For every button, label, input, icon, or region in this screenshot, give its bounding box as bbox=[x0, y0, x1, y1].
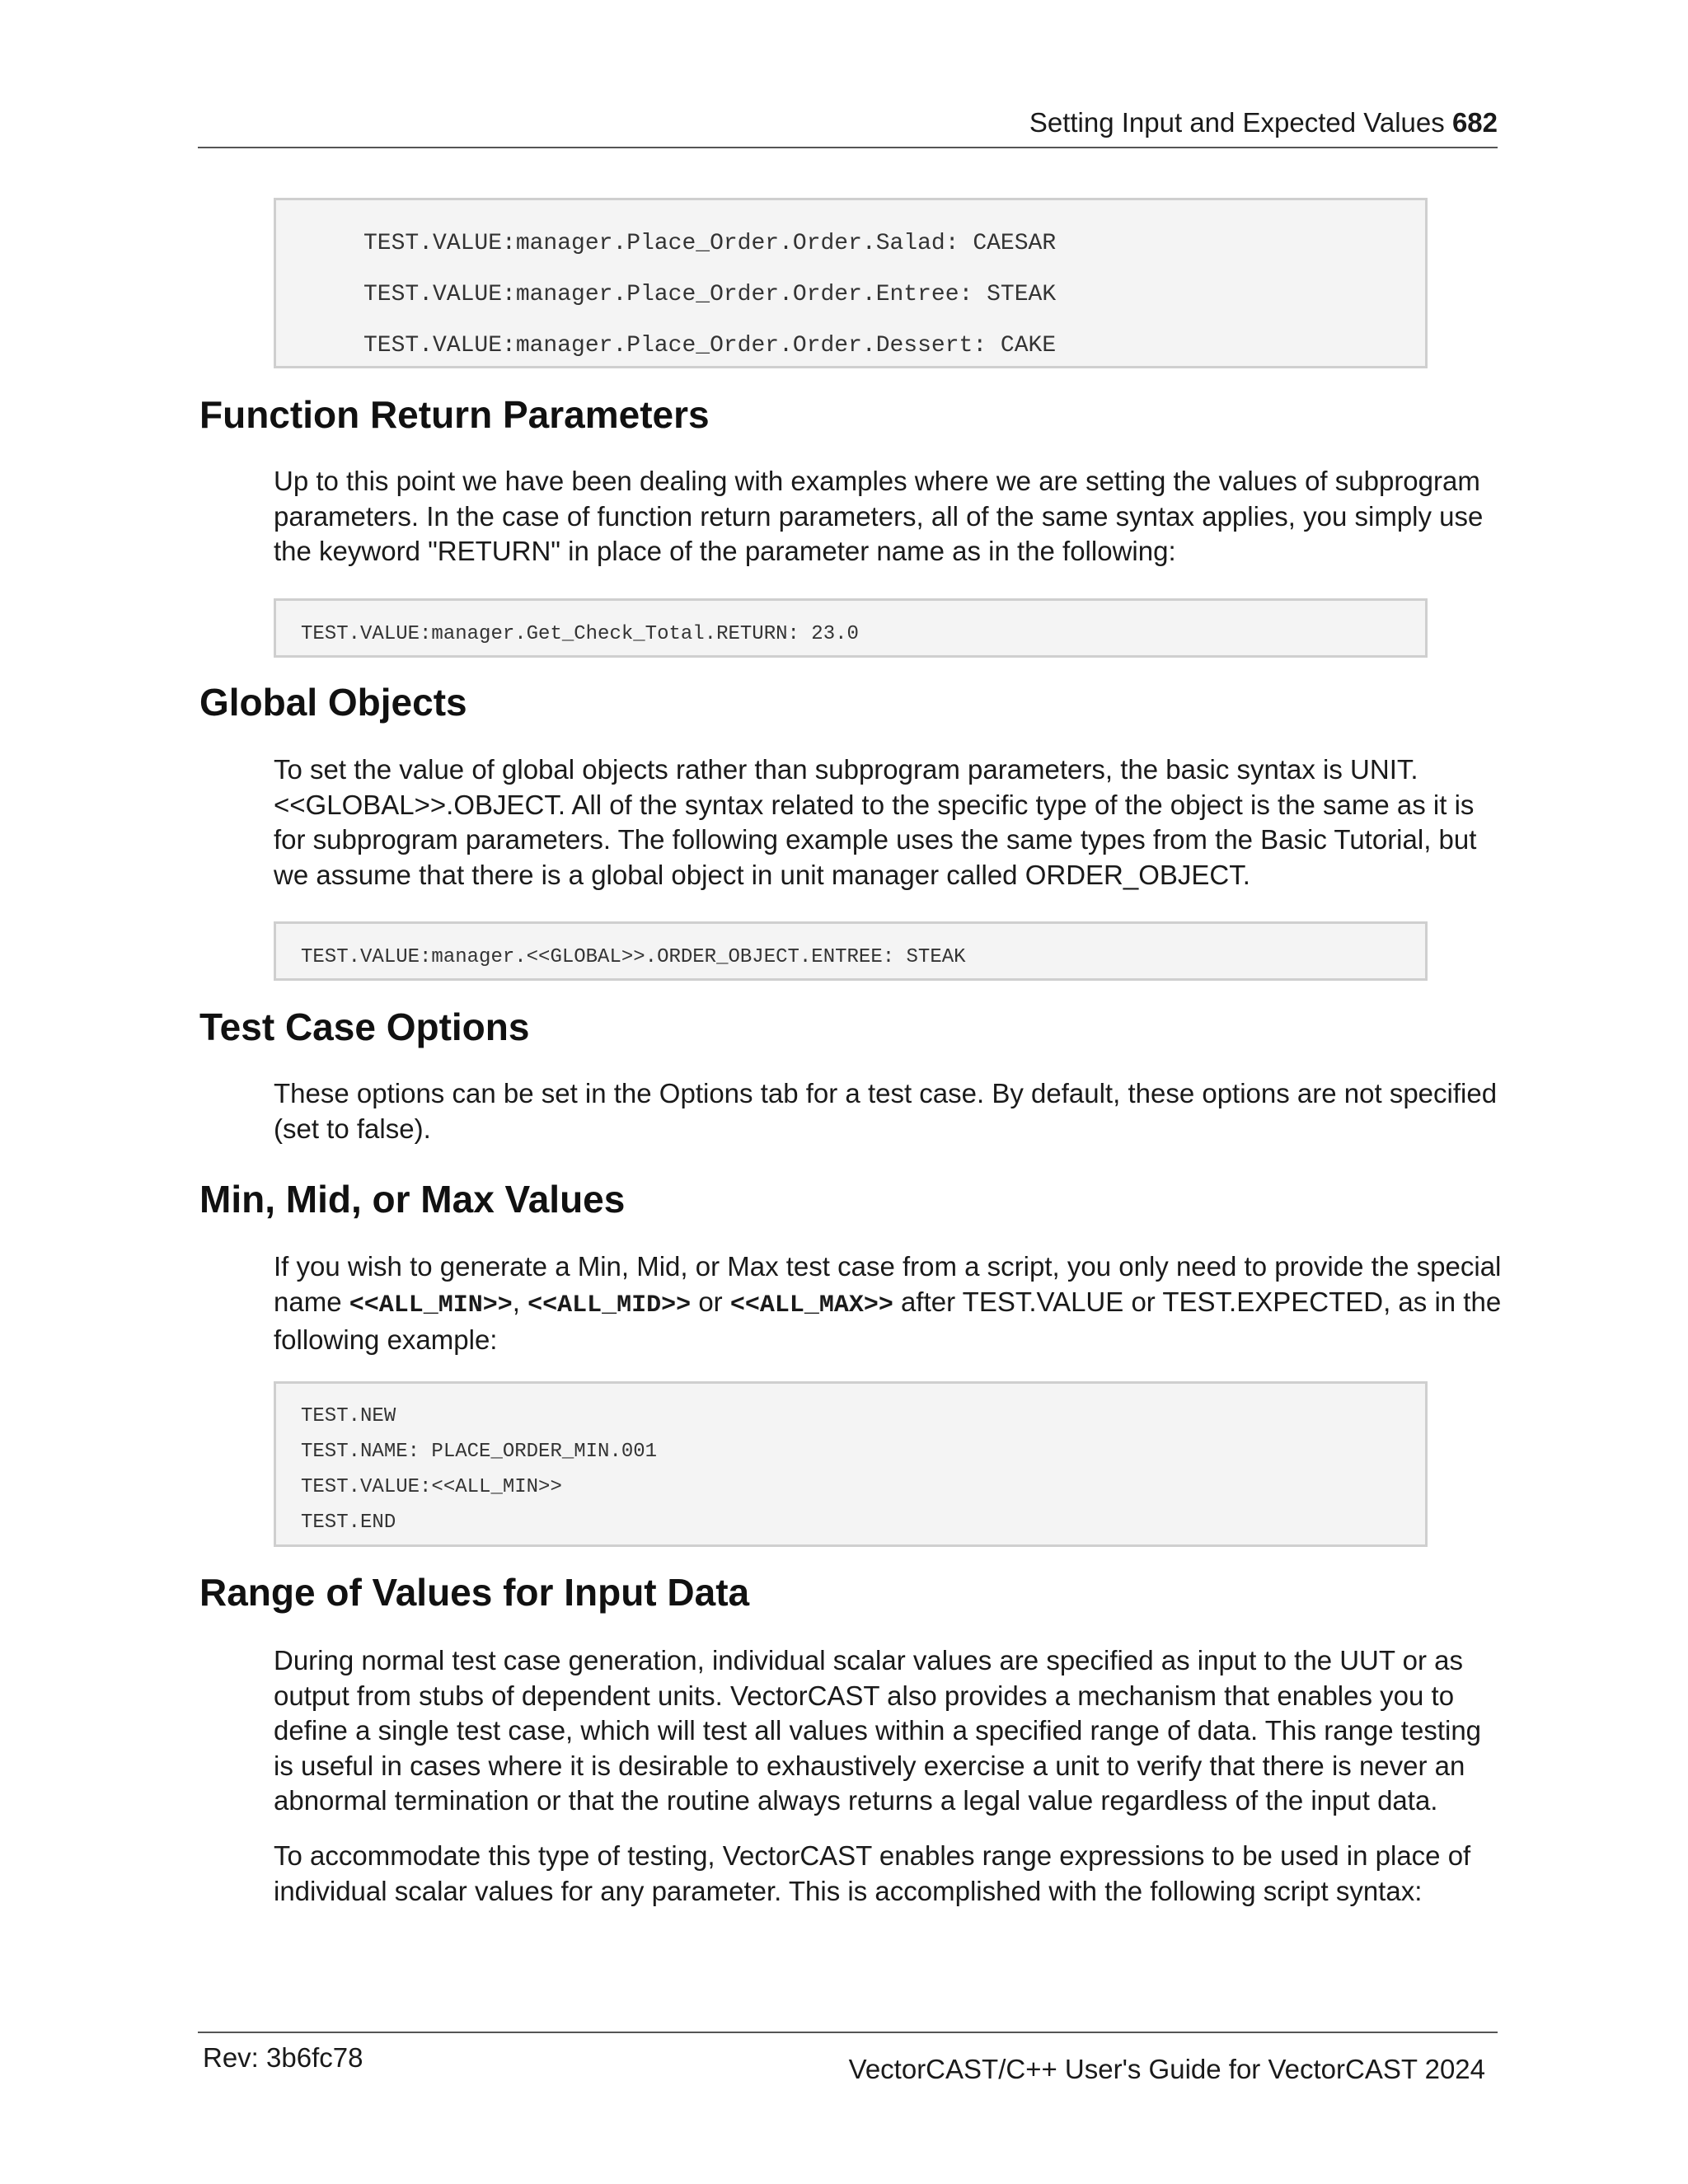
code-line: TEST.VALUE:manager.Get_Check_Total.RETURN: 23.0 bbox=[301, 623, 859, 645]
header-page-number: 682 bbox=[1451, 107, 1498, 138]
heading-range-of-values: Range of Values for Input Data bbox=[199, 1571, 750, 1614]
code-block-return bbox=[274, 598, 1428, 658]
code-line: TEST.NEW bbox=[301, 1405, 396, 1427]
keyword-all-max: <<ALL_MAX>> bbox=[729, 1291, 893, 1319]
code-line: TEST.NAME: PLACE_ORDER_MIN.001 bbox=[301, 1441, 658, 1463]
running-header bbox=[198, 105, 1498, 148]
paragraph-function-return: Up to this point we have been dealing with examples where we are setting the values of subprogram parameters. In the case of function return parameters, all of the same syntax applies, you simply use the keyword "RETURN" in place of the parameter name as in the following: bbox=[274, 466, 1484, 566]
footer-rule bbox=[198, 2032, 1498, 2033]
footer-guide-title: VectorCAST/C++ User's Guide for VectorCAST 2024 bbox=[848, 2054, 1485, 2084]
text-run: after TEST.VALUE or TEST.EXPECTED, as in the following example: bbox=[274, 1286, 1502, 1355]
paragraph-range-1: During normal test case generation, individual scalar values are specified as input to the UUT or as output from stubs of dependent units. VectorCAST also provides a mechanism that enables you to define a single test case, which will test all values within a specified range of data. This range testing is useful in cases where it is desirable to exhaustively exercise a unit to verify that there is never an abnormal termination or that the routine always returns a legal value regardless of the input data. bbox=[274, 1645, 1482, 1816]
code-block-global bbox=[274, 921, 1428, 981]
heading-function-return-parameters: Function Return Parameters bbox=[199, 393, 710, 436]
code-line: TEST.VALUE:manager.Place_Order.Order.Entree: STEAK bbox=[363, 282, 1057, 307]
paragraph-global-objects: To set the value of global objects rather than subprogram parameters, the basic syntax is UNIT.<<GLOBAL>>.OBJECT. All of the syntax related to the specific type of the object is the same as it is for subprogram parameters. The following example uses the same types from the Basic Tutorial, but we assume that there is a global object in unit manager called ORDER_OBJECT. bbox=[274, 754, 1477, 890]
code-line: TEST.VALUE:<<ALL_MIN>> bbox=[301, 1476, 562, 1498]
code-line: TEST.VALUE:manager.Place_Order.Order.Salad: CAESAR bbox=[363, 231, 1057, 256]
code-block-order-values bbox=[274, 198, 1428, 368]
heading-test-case-options: Test Case Options bbox=[199, 1005, 530, 1048]
footer-revision: Rev: 3b6fc78 bbox=[203, 2042, 363, 2073]
keyword-all-mid: <<ALL_MID>> bbox=[528, 1291, 692, 1319]
keyword-all-min: <<ALL_MIN>> bbox=[349, 1291, 513, 1319]
paragraph-range-2: To accommodate this type of testing, VectorCAST enables range expressions to be used in place of individual scalar values for any parameter. This is accomplished with the following script syntax: bbox=[274, 1840, 1471, 1906]
code-line: TEST.VALUE:manager.Place_Order.Order.Dessert: CAKE bbox=[363, 333, 1057, 359]
heading-global-objects: Global Objects bbox=[199, 681, 467, 724]
text-run: If you wish to generate a Min, Mid, or Max test case from a script, you only need to provide the special name bbox=[274, 1251, 1502, 1317]
text-run: , bbox=[512, 1286, 528, 1317]
header-section-title: Setting Input and Expected Values bbox=[1029, 107, 1445, 138]
paragraph-min-mid-max bbox=[274, 1249, 1503, 1358]
code-line: TEST.VALUE:manager.<<GLOBAL>>.ORDER_OBJECT.ENTREE: STEAK bbox=[301, 946, 966, 968]
text-run: or bbox=[691, 1286, 730, 1317]
code-line: TEST.END bbox=[301, 1511, 396, 1534]
heading-min-mid-max-values: Min, Mid, or Max Values bbox=[199, 1178, 626, 1221]
code-block-min-example bbox=[274, 1381, 1428, 1547]
paragraph-test-case-options: These options can be set in the Options tab for a test case. By default, these options are not specified (set to false). bbox=[274, 1078, 1498, 1144]
